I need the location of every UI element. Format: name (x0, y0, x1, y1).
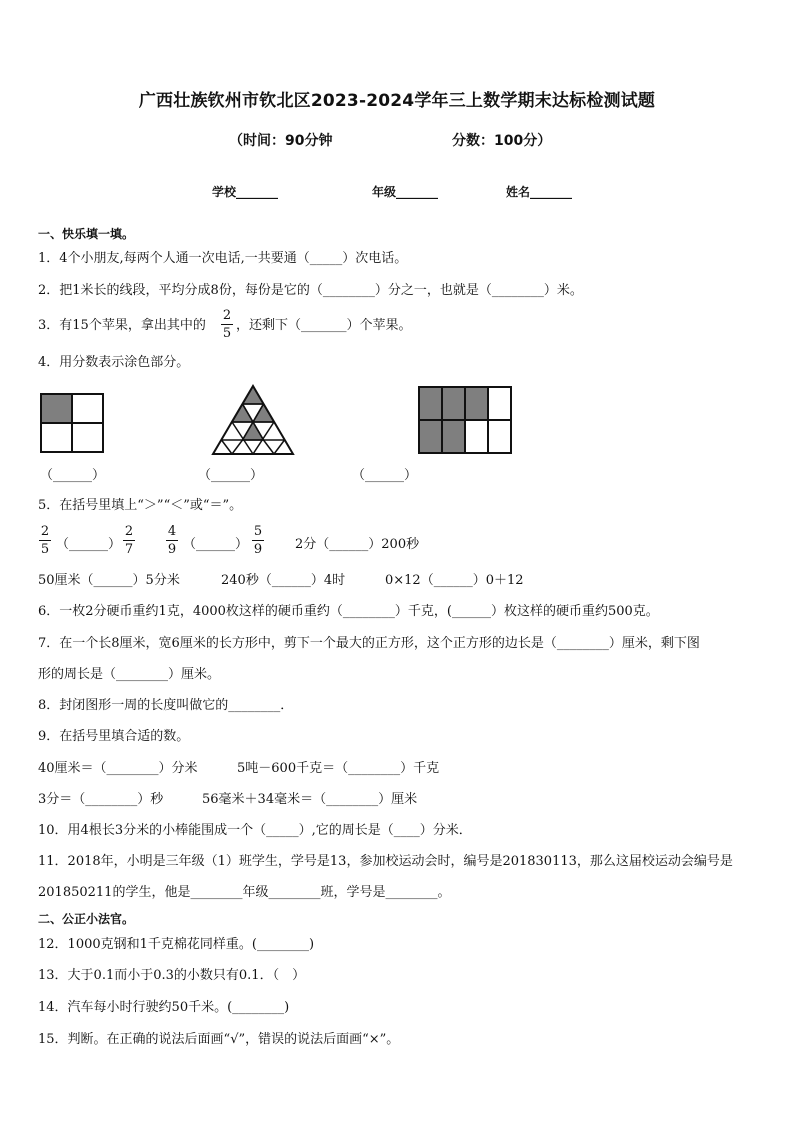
name-field: 姓名_______ (506, 185, 573, 199)
answer-blank[interactable]: （______） (183, 537, 249, 552)
question-9-item: 3分＝（________）秒 (38, 792, 164, 807)
shaded-triangle-figure (211, 384, 295, 456)
question-15: 15．判断。在正确的说法后面画“√”，错误的说法后面画“×”。 (38, 1032, 400, 1047)
fraction: 5 9 (253, 524, 263, 557)
answer-blank[interactable]: （______） (352, 468, 418, 483)
question-4: 4．用分数表示涂色部分。 (38, 355, 190, 370)
question-3-text: 3．有15个苹果，拿出其中的 (38, 318, 206, 333)
fraction: 4 9 (167, 524, 177, 557)
school-field: 学校_______ (212, 185, 279, 199)
comparison-item: 0×12（______）0＋12 (385, 573, 524, 588)
question-11-line1: 11．2018年，小明是三年级（1）班学生，学号是13，参加校运动会时，编号是201830113，那么这届校运动会编号是 (38, 854, 733, 869)
question-9-item: 56毫米＋34毫米＝（________）厘米 (202, 792, 418, 807)
question-6: 6．一枚2分硬币重约1克，4000枚这样的硬币重约（________）千克，(______）枚这样的硬币重约500克。 (38, 604, 659, 619)
answer-blank[interactable]: （______） (40, 468, 106, 483)
question-7-line1: 7．在一个长8厘米，宽6厘米的长方形中，剪下一个最大的正方形，这个正方形的边长是（________）厘米，剩下图 (38, 636, 700, 651)
question-11-line2: 201850211的学生，他是________年级________班，学号是________。 (38, 885, 451, 900)
question-9: 9．在括号里填合适的数。 (38, 729, 190, 744)
section-title: 一、快乐填一填。 (38, 227, 135, 241)
comparison-item: 50厘米（______）5分米 (38, 573, 180, 588)
question-3-text: ，还剩下（_______）个苹果。 (236, 318, 412, 333)
comparison-item: 2分（______）200秒 (295, 537, 420, 552)
exam-score: 分数：100分） (452, 133, 552, 149)
shaded-square-figure (40, 393, 106, 455)
fraction: 2 5 (40, 524, 50, 557)
fraction: 2 5 (222, 308, 232, 341)
question-10: 10．用4根长3分米的小棒能围成一个（_____）,它的周长是（____）分米． (38, 823, 472, 838)
question-13: 13．大于0.1而小于0.3的小数只有0.1．（ ） (38, 968, 306, 983)
fraction: 2 7 (124, 524, 134, 557)
grade-field: 年级_______ (372, 185, 439, 199)
shaded-rectangle-figure (418, 386, 512, 455)
page-title: 广西壮族钦州市钦北区2023-2024学年三上数学期末达标检测试题 (138, 91, 656, 111)
comparison-item: 240秒（______）4时 (221, 573, 346, 588)
answer-blank[interactable]: （______） (198, 468, 264, 483)
question-8: 8．封闭图形一周的长度叫做它的________． (38, 698, 294, 713)
question-1: 1．4个小朋友,每两个人通一次电话,一共要通（_____）次电话。 (38, 251, 408, 266)
question-14: 14．汽车每小时行驶约50千米。(________) (38, 1000, 290, 1015)
question-2: 2．把1米长的线段，平均分成8份，每份是它的（________）分之一，也就是（________）米。 (38, 283, 583, 298)
question-12: 12．1000克钢和1千克棉花同样重。(________) (38, 937, 315, 952)
question-9-item: 5吨－600千克＝（________）千克 (237, 761, 440, 776)
answer-blank[interactable]: （______） (56, 537, 122, 552)
exam-time: （时间：90分钟 (229, 133, 333, 149)
question-7-line2: 形的周长是（________）厘米。 (38, 667, 221, 682)
question-9-item: 40厘米＝（________）分米 (38, 761, 198, 776)
question-5: 5．在括号里填上“＞”“＜”或“＝”。 (38, 498, 243, 513)
section-title: 二、公正小法官。 (38, 912, 135, 926)
